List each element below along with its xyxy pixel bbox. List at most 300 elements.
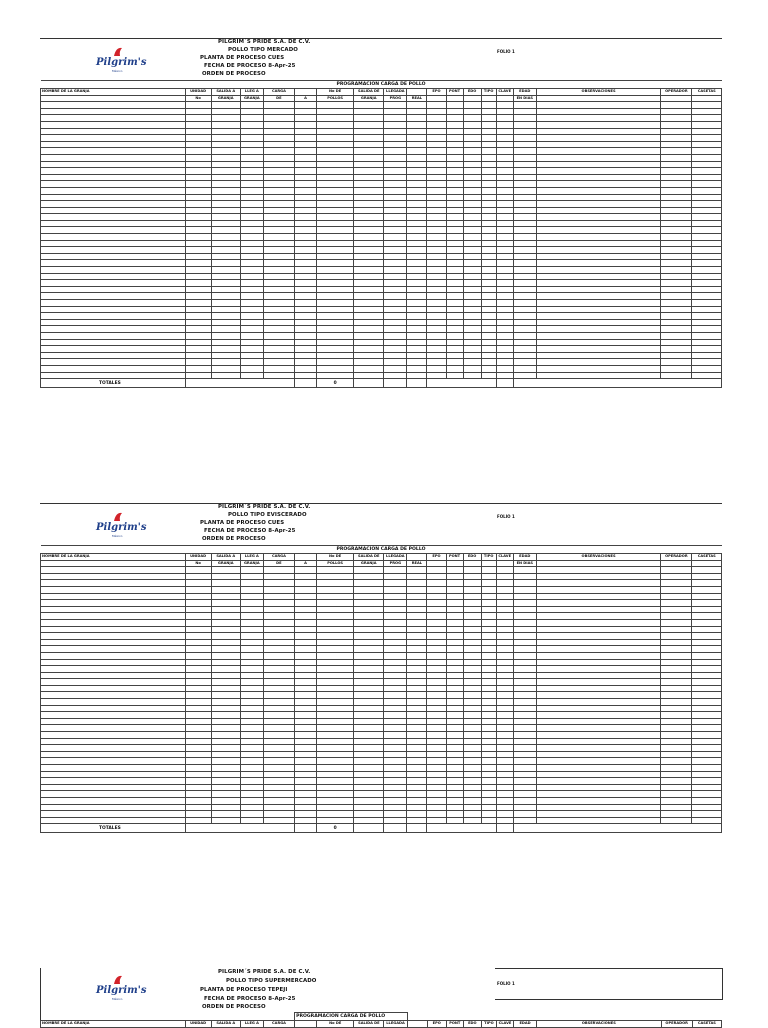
table-cell[interactable] bbox=[240, 300, 263, 307]
table-cell[interactable] bbox=[513, 346, 536, 353]
table-cell[interactable] bbox=[692, 626, 722, 633]
table-cell[interactable] bbox=[211, 214, 240, 221]
table-cell[interactable] bbox=[536, 214, 660, 221]
table-cell[interactable] bbox=[41, 280, 186, 287]
table-cell[interactable] bbox=[446, 758, 463, 765]
table-cell[interactable] bbox=[463, 332, 481, 339]
table-cell[interactable] bbox=[211, 181, 240, 188]
table-cell[interactable] bbox=[317, 121, 354, 128]
table-cell[interactable] bbox=[41, 207, 186, 214]
table-cell[interactable] bbox=[692, 161, 722, 168]
table-cell[interactable] bbox=[384, 214, 407, 221]
table-cell[interactable] bbox=[354, 659, 384, 666]
table-cell[interactable] bbox=[263, 227, 294, 234]
table-cell[interactable] bbox=[354, 712, 384, 719]
table-cell[interactable] bbox=[185, 194, 211, 201]
table-cell[interactable] bbox=[263, 771, 294, 778]
table-cell[interactable] bbox=[317, 227, 354, 234]
table-cell[interactable] bbox=[354, 672, 384, 679]
table-cell[interactable] bbox=[354, 332, 384, 339]
table-cell[interactable] bbox=[513, 692, 536, 699]
table-cell[interactable] bbox=[661, 573, 692, 580]
table-cell[interactable] bbox=[446, 194, 463, 201]
table-cell[interactable] bbox=[463, 586, 481, 593]
table-cell[interactable] bbox=[692, 306, 722, 313]
table-cell[interactable] bbox=[513, 646, 536, 653]
table-cell[interactable] bbox=[446, 791, 463, 798]
table-cell[interactable] bbox=[513, 811, 536, 818]
table-cell[interactable] bbox=[317, 646, 354, 653]
table-cell[interactable] bbox=[384, 639, 407, 646]
table-cell[interactable] bbox=[496, 300, 513, 307]
table-cell[interactable] bbox=[240, 580, 263, 587]
table-cell[interactable] bbox=[496, 267, 513, 274]
table-cell[interactable] bbox=[263, 751, 294, 758]
table-cell[interactable] bbox=[427, 652, 446, 659]
table-cell[interactable] bbox=[211, 811, 240, 818]
table-cell[interactable] bbox=[240, 187, 263, 194]
table-cell[interactable] bbox=[692, 817, 722, 824]
table-cell[interactable] bbox=[263, 659, 294, 666]
table-cell[interactable] bbox=[41, 712, 186, 719]
table-cell[interactable] bbox=[263, 646, 294, 653]
table-cell[interactable] bbox=[536, 247, 660, 254]
table-cell[interactable] bbox=[211, 247, 240, 254]
table-cell[interactable] bbox=[427, 135, 446, 142]
table-cell[interactable] bbox=[536, 811, 660, 818]
table-cell[interactable] bbox=[463, 797, 481, 804]
table-cell[interactable] bbox=[211, 187, 240, 194]
table-cell[interactable] bbox=[263, 346, 294, 353]
table-cell[interactable] bbox=[496, 220, 513, 227]
table-cell[interactable] bbox=[427, 214, 446, 221]
table-cell[interactable] bbox=[446, 240, 463, 247]
table-cell[interactable] bbox=[263, 586, 294, 593]
table-cell[interactable] bbox=[211, 778, 240, 785]
table-cell[interactable] bbox=[407, 586, 427, 593]
table-cell[interactable] bbox=[317, 725, 354, 732]
table-cell[interactable] bbox=[446, 148, 463, 155]
table-cell[interactable] bbox=[407, 339, 427, 346]
table-cell[interactable] bbox=[407, 293, 427, 300]
table-cell[interactable] bbox=[407, 791, 427, 798]
table-cell[interactable] bbox=[384, 593, 407, 600]
table-cell[interactable] bbox=[240, 359, 263, 366]
table-cell[interactable] bbox=[240, 600, 263, 607]
table-cell[interactable] bbox=[185, 705, 211, 712]
table-cell[interactable] bbox=[263, 194, 294, 201]
table-cell[interactable] bbox=[211, 273, 240, 280]
table-cell[interactable] bbox=[294, 567, 316, 574]
table-cell[interactable] bbox=[481, 613, 496, 620]
table-cell[interactable] bbox=[536, 161, 660, 168]
table-cell[interactable] bbox=[263, 220, 294, 227]
table-cell[interactable] bbox=[354, 220, 384, 227]
table-cell[interactable] bbox=[463, 365, 481, 372]
table-cell[interactable] bbox=[513, 293, 536, 300]
table-cell[interactable] bbox=[185, 319, 211, 326]
table-cell[interactable] bbox=[211, 174, 240, 181]
table-cell[interactable] bbox=[384, 313, 407, 320]
table-cell[interactable] bbox=[294, 181, 316, 188]
table-cell[interactable] bbox=[496, 712, 513, 719]
table-cell[interactable] bbox=[496, 365, 513, 372]
table-cell[interactable] bbox=[384, 372, 407, 379]
table-cell[interactable] bbox=[407, 606, 427, 613]
table-cell[interactable] bbox=[41, 260, 186, 267]
table-cell[interactable] bbox=[536, 738, 660, 745]
table-cell[interactable] bbox=[446, 797, 463, 804]
table-cell[interactable] bbox=[463, 194, 481, 201]
table-cell[interactable] bbox=[384, 267, 407, 274]
table-cell[interactable] bbox=[481, 280, 496, 287]
table-cell[interactable] bbox=[446, 168, 463, 175]
table-cell[interactable] bbox=[427, 606, 446, 613]
table-cell[interactable] bbox=[446, 586, 463, 593]
table-cell[interactable] bbox=[463, 121, 481, 128]
table-cell[interactable] bbox=[407, 666, 427, 673]
table-cell[interactable] bbox=[211, 201, 240, 208]
table-cell[interactable] bbox=[384, 652, 407, 659]
table-cell[interactable] bbox=[240, 725, 263, 732]
table-cell[interactable] bbox=[185, 286, 211, 293]
table-cell[interactable] bbox=[692, 666, 722, 673]
table-cell[interactable] bbox=[263, 352, 294, 359]
table-cell[interactable] bbox=[513, 712, 536, 719]
table-cell[interactable] bbox=[294, 606, 316, 613]
table-cell[interactable] bbox=[407, 273, 427, 280]
table-cell[interactable] bbox=[211, 619, 240, 626]
table-cell[interactable] bbox=[294, 784, 316, 791]
table-cell[interactable] bbox=[263, 593, 294, 600]
table-cell[interactable] bbox=[427, 784, 446, 791]
table-cell[interactable] bbox=[240, 365, 263, 372]
table-cell[interactable] bbox=[41, 194, 186, 201]
table-cell[interactable] bbox=[354, 181, 384, 188]
table-cell[interactable] bbox=[294, 260, 316, 267]
table-cell[interactable] bbox=[481, 154, 496, 161]
table-cell[interactable] bbox=[384, 725, 407, 732]
table-cell[interactable] bbox=[513, 141, 536, 148]
table-cell[interactable] bbox=[446, 346, 463, 353]
table-cell[interactable] bbox=[240, 273, 263, 280]
table-cell[interactable] bbox=[263, 372, 294, 379]
table-cell[interactable] bbox=[240, 705, 263, 712]
table-cell[interactable] bbox=[317, 659, 354, 666]
table-cell[interactable] bbox=[384, 115, 407, 122]
table-cell[interactable] bbox=[661, 600, 692, 607]
table-cell[interactable] bbox=[463, 685, 481, 692]
table-cell[interactable] bbox=[354, 121, 384, 128]
table-cell[interactable] bbox=[463, 573, 481, 580]
table-cell[interactable] bbox=[185, 567, 211, 574]
table-cell[interactable] bbox=[263, 326, 294, 333]
table-cell[interactable] bbox=[536, 778, 660, 785]
table-cell[interactable] bbox=[692, 220, 722, 227]
table-cell[interactable] bbox=[481, 201, 496, 208]
table-cell[interactable] bbox=[496, 372, 513, 379]
table-cell[interactable] bbox=[407, 725, 427, 732]
table-cell[interactable] bbox=[661, 161, 692, 168]
table-cell[interactable] bbox=[481, 174, 496, 181]
table-cell[interactable] bbox=[240, 646, 263, 653]
table-cell[interactable] bbox=[384, 319, 407, 326]
table-cell[interactable] bbox=[692, 286, 722, 293]
table-cell[interactable] bbox=[263, 811, 294, 818]
table-cell[interactable] bbox=[240, 253, 263, 260]
table-cell[interactable] bbox=[446, 247, 463, 254]
table-cell[interactable] bbox=[294, 187, 316, 194]
table-cell[interactable] bbox=[354, 600, 384, 607]
table-cell[interactable] bbox=[427, 154, 446, 161]
table-cell[interactable] bbox=[463, 646, 481, 653]
table-cell[interactable] bbox=[384, 804, 407, 811]
table-cell[interactable] bbox=[317, 319, 354, 326]
table-cell[interactable] bbox=[263, 804, 294, 811]
table-cell[interactable] bbox=[536, 791, 660, 798]
table-cell[interactable] bbox=[294, 115, 316, 122]
table-cell[interactable] bbox=[263, 234, 294, 241]
table-cell[interactable] bbox=[463, 207, 481, 214]
table-cell[interactable] bbox=[294, 804, 316, 811]
table-cell[interactable] bbox=[407, 771, 427, 778]
table-cell[interactable] bbox=[661, 141, 692, 148]
table-cell[interactable] bbox=[211, 306, 240, 313]
table-cell[interactable] bbox=[263, 797, 294, 804]
table-cell[interactable] bbox=[427, 580, 446, 587]
table-cell[interactable] bbox=[354, 352, 384, 359]
table-cell[interactable] bbox=[294, 699, 316, 706]
table-cell[interactable] bbox=[211, 758, 240, 765]
table-cell[interactable] bbox=[211, 699, 240, 706]
table-cell[interactable] bbox=[427, 797, 446, 804]
table-cell[interactable] bbox=[41, 732, 186, 739]
table-cell[interactable] bbox=[294, 613, 316, 620]
table-cell[interactable] bbox=[427, 319, 446, 326]
table-cell[interactable] bbox=[427, 267, 446, 274]
table-cell[interactable] bbox=[661, 115, 692, 122]
table-cell[interactable] bbox=[185, 326, 211, 333]
table-cell[interactable] bbox=[317, 267, 354, 274]
table-cell[interactable] bbox=[536, 725, 660, 732]
table-cell[interactable] bbox=[211, 692, 240, 699]
table-cell[interactable] bbox=[692, 613, 722, 620]
table-cell[interactable] bbox=[211, 346, 240, 353]
table-cell[interactable] bbox=[317, 247, 354, 254]
table-cell[interactable] bbox=[240, 672, 263, 679]
table-cell[interactable] bbox=[427, 712, 446, 719]
table-cell[interactable] bbox=[536, 174, 660, 181]
table-cell[interactable] bbox=[294, 666, 316, 673]
table-cell[interactable] bbox=[263, 745, 294, 752]
table-cell[interactable] bbox=[496, 718, 513, 725]
table-cell[interactable] bbox=[692, 319, 722, 326]
table-cell[interactable] bbox=[185, 141, 211, 148]
table-cell[interactable] bbox=[317, 306, 354, 313]
table-cell[interactable] bbox=[354, 705, 384, 712]
table-cell[interactable] bbox=[294, 593, 316, 600]
table-cell[interactable] bbox=[317, 174, 354, 181]
table-cell[interactable] bbox=[661, 207, 692, 214]
table-cell[interactable] bbox=[496, 758, 513, 765]
table-cell[interactable] bbox=[427, 148, 446, 155]
table-cell[interactable] bbox=[481, 626, 496, 633]
table-cell[interactable] bbox=[427, 234, 446, 241]
table-cell[interactable] bbox=[407, 659, 427, 666]
table-cell[interactable] bbox=[446, 306, 463, 313]
table-cell[interactable] bbox=[496, 141, 513, 148]
table-cell[interactable] bbox=[427, 372, 446, 379]
table-cell[interactable] bbox=[496, 732, 513, 739]
table-cell[interactable] bbox=[185, 765, 211, 772]
table-cell[interactable] bbox=[446, 613, 463, 620]
table-cell[interactable] bbox=[354, 141, 384, 148]
table-cell[interactable] bbox=[513, 352, 536, 359]
table-cell[interactable] bbox=[407, 227, 427, 234]
table-cell[interactable] bbox=[211, 372, 240, 379]
table-cell[interactable] bbox=[384, 161, 407, 168]
table-cell[interactable] bbox=[446, 102, 463, 109]
table-cell[interactable] bbox=[263, 306, 294, 313]
table-cell[interactable] bbox=[481, 606, 496, 613]
table-cell[interactable] bbox=[513, 286, 536, 293]
table-cell[interactable] bbox=[263, 666, 294, 673]
table-cell[interactable] bbox=[427, 567, 446, 574]
table-cell[interactable] bbox=[661, 108, 692, 115]
table-cell[interactable] bbox=[481, 765, 496, 772]
table-cell[interactable] bbox=[211, 300, 240, 307]
table-cell[interactable] bbox=[692, 619, 722, 626]
table-cell[interactable] bbox=[496, 168, 513, 175]
table-cell[interactable] bbox=[661, 253, 692, 260]
table-cell[interactable] bbox=[354, 154, 384, 161]
table-cell[interactable] bbox=[427, 633, 446, 640]
table-cell[interactable] bbox=[496, 135, 513, 142]
table-cell[interactable] bbox=[661, 187, 692, 194]
table-cell[interactable] bbox=[496, 313, 513, 320]
table-cell[interactable] bbox=[384, 732, 407, 739]
table-cell[interactable] bbox=[661, 135, 692, 142]
table-cell[interactable] bbox=[496, 253, 513, 260]
table-cell[interactable] bbox=[536, 784, 660, 791]
table-cell[interactable] bbox=[354, 738, 384, 745]
table-cell[interactable] bbox=[496, 784, 513, 791]
table-cell[interactable] bbox=[211, 613, 240, 620]
table-cell[interactable] bbox=[463, 633, 481, 640]
table-cell[interactable] bbox=[463, 784, 481, 791]
table-cell[interactable] bbox=[692, 646, 722, 653]
table-cell[interactable] bbox=[317, 804, 354, 811]
table-cell[interactable] bbox=[496, 705, 513, 712]
table-cell[interactable] bbox=[240, 732, 263, 739]
table-cell[interactable] bbox=[211, 280, 240, 287]
table-cell[interactable] bbox=[211, 606, 240, 613]
table-cell[interactable] bbox=[513, 168, 536, 175]
table-cell[interactable] bbox=[463, 247, 481, 254]
table-cell[interactable] bbox=[407, 797, 427, 804]
table-cell[interactable] bbox=[294, 319, 316, 326]
table-cell[interactable] bbox=[427, 804, 446, 811]
table-cell[interactable] bbox=[536, 712, 660, 719]
table-cell[interactable] bbox=[496, 181, 513, 188]
table-cell[interactable] bbox=[240, 692, 263, 699]
table-cell[interactable] bbox=[481, 247, 496, 254]
table-cell[interactable] bbox=[317, 161, 354, 168]
table-cell[interactable] bbox=[354, 811, 384, 818]
table-cell[interactable] bbox=[185, 613, 211, 620]
table-cell[interactable] bbox=[513, 273, 536, 280]
table-cell[interactable] bbox=[446, 580, 463, 587]
table-cell[interactable] bbox=[496, 273, 513, 280]
table-cell[interactable] bbox=[446, 201, 463, 208]
table-cell[interactable] bbox=[481, 359, 496, 366]
table-cell[interactable] bbox=[294, 718, 316, 725]
table-cell[interactable] bbox=[692, 207, 722, 214]
table-cell[interactable] bbox=[263, 135, 294, 142]
table-cell[interactable] bbox=[407, 174, 427, 181]
table-cell[interactable] bbox=[513, 659, 536, 666]
table-cell[interactable] bbox=[354, 326, 384, 333]
table-cell[interactable] bbox=[317, 580, 354, 587]
table-cell[interactable] bbox=[317, 102, 354, 109]
table-cell[interactable] bbox=[513, 791, 536, 798]
table-cell[interactable] bbox=[317, 593, 354, 600]
table-cell[interactable] bbox=[354, 778, 384, 785]
table-cell[interactable] bbox=[513, 817, 536, 824]
table-cell[interactable] bbox=[240, 174, 263, 181]
table-cell[interactable] bbox=[496, 346, 513, 353]
table-cell[interactable] bbox=[263, 115, 294, 122]
table-cell[interactable] bbox=[446, 293, 463, 300]
table-cell[interactable] bbox=[481, 784, 496, 791]
table-cell[interactable] bbox=[481, 227, 496, 234]
table-cell[interactable] bbox=[692, 181, 722, 188]
table-cell[interactable] bbox=[692, 804, 722, 811]
table-cell[interactable] bbox=[211, 293, 240, 300]
table-cell[interactable] bbox=[263, 626, 294, 633]
table-cell[interactable] bbox=[481, 135, 496, 142]
table-cell[interactable] bbox=[463, 732, 481, 739]
table-cell[interactable] bbox=[41, 253, 186, 260]
table-cell[interactable] bbox=[407, 234, 427, 241]
table-cell[interactable] bbox=[185, 365, 211, 372]
table-cell[interactable] bbox=[384, 758, 407, 765]
table-cell[interactable] bbox=[407, 372, 427, 379]
table-cell[interactable] bbox=[427, 791, 446, 798]
table-cell[interactable] bbox=[407, 778, 427, 785]
table-cell[interactable] bbox=[185, 108, 211, 115]
table-cell[interactable] bbox=[463, 154, 481, 161]
table-cell[interactable] bbox=[354, 372, 384, 379]
table-cell[interactable] bbox=[263, 672, 294, 679]
table-cell[interactable] bbox=[692, 253, 722, 260]
table-cell[interactable] bbox=[211, 359, 240, 366]
table-cell[interactable] bbox=[407, 573, 427, 580]
table-cell[interactable] bbox=[407, 738, 427, 745]
table-cell[interactable] bbox=[463, 672, 481, 679]
table-cell[interactable] bbox=[294, 732, 316, 739]
table-cell[interactable] bbox=[263, 778, 294, 785]
table-cell[interactable] bbox=[427, 593, 446, 600]
table-cell[interactable] bbox=[354, 234, 384, 241]
table-cell[interactable] bbox=[463, 220, 481, 227]
table-cell[interactable] bbox=[481, 365, 496, 372]
table-cell[interactable] bbox=[317, 326, 354, 333]
table-cell[interactable] bbox=[513, 214, 536, 221]
table-cell[interactable] bbox=[407, 765, 427, 772]
table-cell[interactable] bbox=[661, 240, 692, 247]
table-cell[interactable] bbox=[661, 613, 692, 620]
